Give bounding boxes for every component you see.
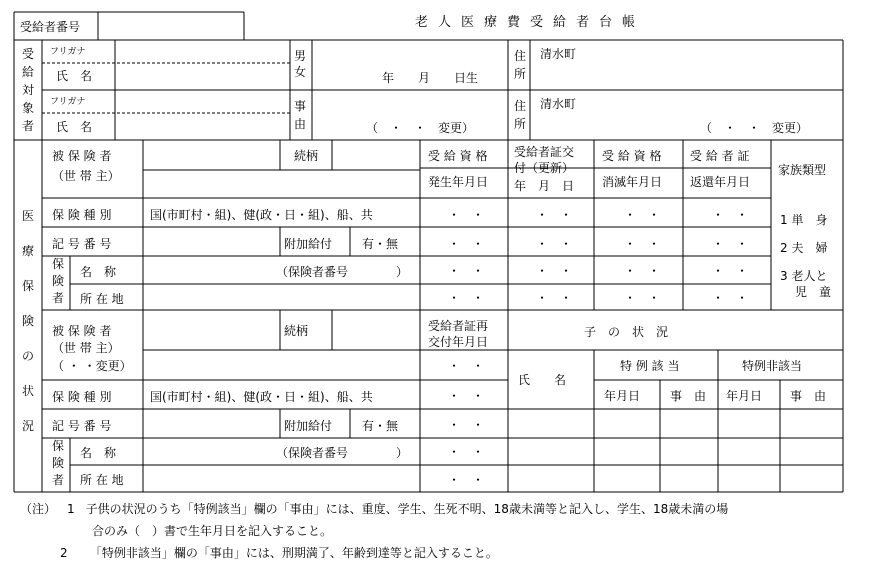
address-label: 住 <box>514 49 527 63</box>
sex-male-label: 男 <box>294 49 307 63</box>
note-1-continued: 合のみ（ ）書で生年月日を記入すること。 <box>92 524 333 538</box>
furigana-label: フリガナ <box>50 97 86 107</box>
elig-acquired-heading-2: 発生年月日 <box>428 175 489 189</box>
special-heading: 特 例 該 当 <box>620 359 680 373</box>
svg-text:者: 者 <box>22 119 35 133</box>
cert-returned-heading: 受 給 者 証 <box>690 149 750 163</box>
furigana-label: フリガナ <box>50 47 86 57</box>
insurance-type-label-2: 保 険 種 別 <box>52 390 112 404</box>
svg-text:・ ・: ・ ・ <box>448 291 485 305</box>
location-label-2: 所 在 地 <box>80 473 124 487</box>
elig-acquired-heading: 受 給 資 格 <box>428 149 488 163</box>
reason-change-date: （ ・ ・ 変更） <box>366 121 475 135</box>
address-label: 住 <box>514 99 527 113</box>
address-label-2: 所 <box>514 117 527 131</box>
insurance-type-label: 保 険 種 別 <box>52 208 112 222</box>
recipient-side-label <box>22 47 34 133</box>
family-option-couple: 2 夫 婦 <box>780 241 828 255</box>
insurer-name-label: 名 称 <box>80 265 117 279</box>
family-option-elder-child-2: 児 童 <box>795 285 832 299</box>
relation-label: 続柄 <box>294 149 319 163</box>
svg-text:・ ・: ・ ・ <box>624 208 661 222</box>
address-town-2: 清水町 <box>540 97 577 111</box>
recipient-number-field[interactable] <box>99 13 243 39</box>
sex-female-label: 女 <box>294 65 307 79</box>
svg-text:対: 対 <box>22 83 35 97</box>
non-special-reason-label: 事 由 <box>790 389 827 403</box>
svg-text:・ ・: ・ ・ <box>448 389 485 403</box>
non-special-date-label: 年月日 <box>726 389 763 403</box>
non-special-heading: 特例非該当 <box>742 359 803 373</box>
cert-returned-heading-2: 返還年月日 <box>690 175 751 189</box>
name-label: 氏 名 <box>56 120 93 134</box>
reissue-heading: 受給者証再 <box>428 319 489 333</box>
svg-text:・ ・: ・ ・ <box>536 208 573 222</box>
svg-text:況: 況 <box>22 419 35 433</box>
insurer-label-b: 保 <box>52 439 65 453</box>
extra-benefit-yes-no: 有・無 <box>362 237 399 251</box>
svg-text:の: の <box>22 349 35 363</box>
relation-label-2: 続柄 <box>284 324 309 338</box>
name-label: 氏 名 <box>56 69 93 83</box>
householder-label-2: （世 帯 主） <box>52 341 120 355</box>
family-option-single: 1 単 身 <box>780 213 828 227</box>
svg-text:険: 険 <box>22 314 35 328</box>
recipient-name-field-2[interactable] <box>116 91 289 139</box>
svg-text:・ ・: ・ ・ <box>448 264 485 278</box>
svg-text:・ ・: ・ ・ <box>712 237 749 251</box>
svg-text:状: 状 <box>22 384 35 398</box>
symbol-number-label-2: 記 号 番 号 <box>52 419 112 433</box>
svg-text:・ ・: ・ ・ <box>712 291 749 305</box>
note-1 <box>20 500 728 517</box>
svg-text:・ ・: ・ ・ <box>712 264 749 278</box>
cert-issued-heading-2: 付（更新） <box>514 161 575 175</box>
svg-text:保: 保 <box>22 279 35 293</box>
address-label-2: 所 <box>514 67 527 81</box>
note-label: （注） <box>20 502 57 516</box>
insurance-side-label <box>22 209 34 433</box>
svg-text:・ ・: ・ ・ <box>448 359 485 373</box>
note-2 <box>60 544 498 561</box>
svg-text:療: 療 <box>22 244 35 258</box>
extra-benefit-yes-no-2: 有・無 <box>362 419 399 433</box>
svg-text:・ ・: ・ ・ <box>536 291 573 305</box>
insured-label-2: 被 保 険 者 <box>52 324 112 338</box>
recipient-name-field[interactable] <box>116 41 289 89</box>
symbol-number-label: 記 号 番 号 <box>52 237 112 251</box>
elig-lost-heading-2: 消滅年月日 <box>602 175 663 189</box>
svg-text:・ ・: ・ ・ <box>624 237 661 251</box>
svg-text:・ ・: ・ ・ <box>624 264 661 278</box>
svg-text:・ ・: ・ ・ <box>448 473 485 487</box>
note-1-number: 1 <box>67 502 75 516</box>
cert-issued-heading-3: 年 月 日 <box>514 179 575 193</box>
extra-benefit-label-2: 附加給付 <box>284 419 333 433</box>
svg-text:医: 医 <box>22 209 35 223</box>
elig-lost-heading: 受 給 資 格 <box>602 149 662 163</box>
svg-text:・ ・: ・ ・ <box>536 237 573 251</box>
svg-text:・ ・: ・ ・ <box>448 445 485 459</box>
location-label: 所 在 地 <box>80 292 124 306</box>
insurer-number-label-2: （保険者番号 ） <box>276 446 409 460</box>
insurer-label-2: 険 <box>52 274 65 288</box>
insurer-number-label: （保険者番号 ） <box>276 265 409 279</box>
reason-label: 事 <box>294 99 307 113</box>
insurance-type-options: 国(市町村・組)、健(政・日・組)、船、共 <box>150 208 373 222</box>
insurer-label-b3: 者 <box>52 473 65 487</box>
svg-text:・ ・: ・ ・ <box>448 208 485 222</box>
svg-text:・ ・: ・ ・ <box>448 237 485 251</box>
note-2-number: 2 <box>60 546 68 560</box>
address-change-date: （ ・ ・ 変更） <box>700 121 809 135</box>
insurer-label-b2: 険 <box>52 456 65 470</box>
blank-date-marks-2 <box>448 359 484 487</box>
reissue-heading-2: 交付年月日 <box>428 335 489 349</box>
family-type-heading: 家族類型 <box>778 163 827 177</box>
insurer-label: 保 <box>52 257 65 271</box>
svg-text:受: 受 <box>22 47 35 61</box>
insurance-type-options-2: 国(市町村・組)、健(政・日・組)、船、共 <box>150 390 373 404</box>
special-date-label: 年月日 <box>604 389 641 403</box>
family-option-elder-child: 3 老人と <box>780 269 828 283</box>
address-town: 清水町 <box>540 47 577 61</box>
svg-text:象: 象 <box>22 101 35 115</box>
householder-label: （世 帯 主） <box>52 169 120 183</box>
extra-benefit-label: 附加給付 <box>284 237 333 251</box>
child-name-label: 氏 名 <box>518 373 567 387</box>
special-reason-label: 事 由 <box>670 389 707 403</box>
svg-text:・ ・: ・ ・ <box>712 208 749 222</box>
householder-change-label: （ ・ ・変更） <box>52 359 132 373</box>
ledger-title: 老人医療費受給者台帳 <box>415 15 646 30</box>
svg-text:・ ・: ・ ・ <box>448 418 485 432</box>
svg-text:・ ・: ・ ・ <box>624 291 661 305</box>
svg-text:給: 給 <box>22 65 35 79</box>
insurer-name-label-2: 名 称 <box>80 446 117 460</box>
cert-issued-heading: 受給者証交 <box>514 145 575 159</box>
insured-label: 被 保 険 者 <box>52 149 112 163</box>
reason-label-2: 由 <box>294 117 307 131</box>
child-status-heading: 子 の 状 況 <box>584 325 669 339</box>
birth-date-label: 年 月 日生 <box>382 71 479 85</box>
insurer-label-3: 者 <box>52 291 65 305</box>
svg-text:・ ・: ・ ・ <box>536 264 573 278</box>
note-1-text: 子供の状況のうち「特例該当」欄の「事由」には、重度、学生、生死不明、18歳未満等と記入し、学生、18歳未満の場 <box>85 502 729 516</box>
recipient-number-label: 受給者番号 <box>20 20 81 34</box>
note-2-text: 「特例非該当」欄の「事由」には、刑期満了、年齢到達等と記入すること。 <box>89 546 498 560</box>
